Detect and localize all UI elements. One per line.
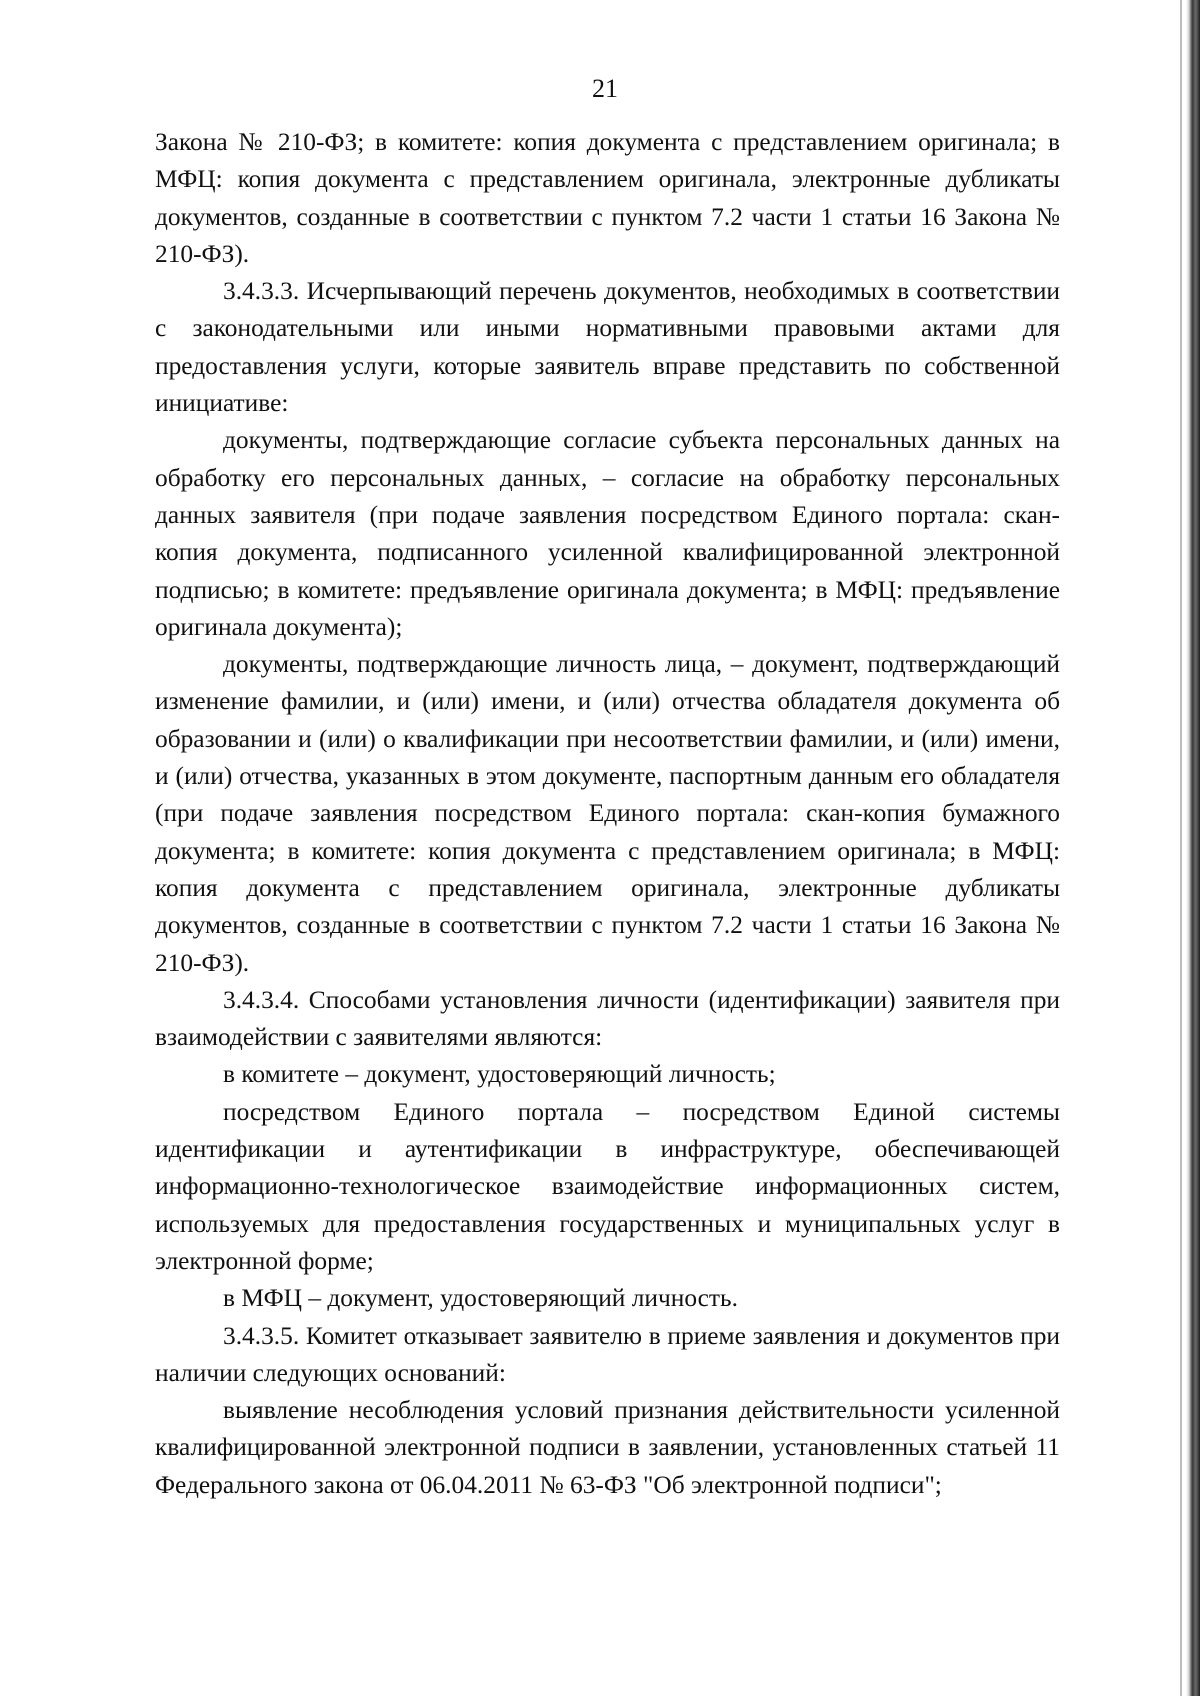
scan-border [1186,0,1200,1696]
scan-border-line [1180,0,1182,1696]
paragraph: документы, подтверждающие личность лица, – документ, подтверждающий изменение фамилии, и (или) имени, и (или) отчества обладателя документа об образовании и (или) о квалификации при несоответствии фамилии, и (или) имени, и (или) отчества, указанных в этом документе, паспортным данным его обладателя (при подаче заявления посредством Единого портала: скан-копия бумажного документа; в комитете: копия документа с представлением оригинала; в МФЦ: копия документа с представлением оригинала, электронные дубликаты документов, созданные в соответствии с пунктом 7.2 части 1 статьи 16 Закона № 210-ФЗ). [155,650,1060,977]
paragraph: 3.4.3.3. Исчерпывающий перечень документов, необходимых в соответствии с законодательными или иными нормативными правовыми актами для предоставления услуги, которые заявитель вправе представить по собственной инициативе: [155,277,1060,418]
paragraph: посредством Единого портала – посредством Единой системы идентификации и аутентификации в инфраструктуре, обеспечивающей информационно-технологическое взаимодействие информационных систем, используемых для предоставления государственных и муниципальных услуг в электронной форме; [155,1097,1060,1275]
paragraph: выявление несоблюдения условий признания действительности усиленной квалифицированной электронной подписи в заявлении, установленных статьей 11 Федерального закона от 06.04.2011 № 63-ФЗ "Об электронной подписи"; [155,1396,1060,1499]
paragraph: 3.4.3.4. Способами установления личности (идентификации) заявителя при взаимодействии с заявителями являются: [155,985,1060,1052]
page-number: 21 [592,74,618,103]
paragraph: 3.4.3.5. Комитет отказывает заявителю в приеме заявления и документов при наличии следующих оснований: [155,1321,1060,1387]
paragraph: Закона № 210-ФЗ; в комитете: копия документа с представлением оригинала; в МФЦ: копия документа с представлением оригинала, электронные дубликаты документов, созданные в соответствии с пунктом 7.2 части 1 статьи 16 Закона № 210-ФЗ). [155,128,1060,268]
document-body [155,124,1060,1504]
paragraph: документы, подтверждающие согласие субъекта персональных данных на обработку его персональных данных, – согласие на обработку персональных данных заявителя (при подаче заявления посредством Единого портала: скан-копия документа, подписанного усиленной квалифицированной электронной подписью; в комитете: предъявление оригинала документа; в МФЦ: предъявление оригинала документа); [155,426,1060,641]
paragraph: в МФЦ – документ, удостоверяющий личность. [223,1284,738,1313]
paragraph: в комитете – документ, удостоверяющий личность; [223,1060,776,1089]
